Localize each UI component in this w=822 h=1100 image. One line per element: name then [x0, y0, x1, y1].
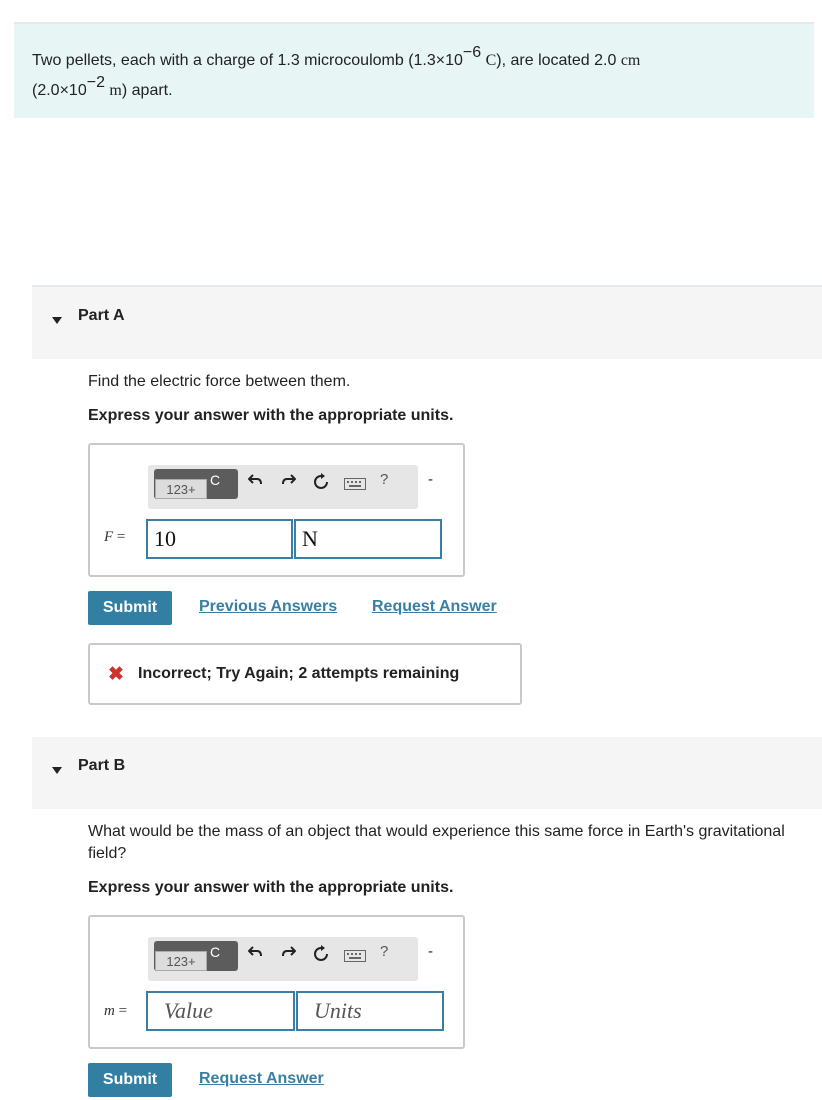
feedback-message: Incorrect; Try Again; 2 attempts remaining	[138, 665, 460, 682]
problem-text	[32, 43, 792, 106]
reset-icon[interactable]	[312, 945, 330, 967]
problem-text-part: (2.0×10	[32, 82, 87, 99]
equals-sign: =	[116, 529, 126, 545]
request-answer-link-a[interactable]: Request Answer	[372, 598, 497, 615]
math-toolbar	[148, 465, 433, 509]
templates-button[interactable]	[154, 941, 238, 971]
feedback-box	[88, 643, 522, 705]
part-a-question: Find the electric force between them.	[88, 373, 351, 390]
keyboard-icon[interactable]	[344, 949, 366, 966]
undo-icon[interactable]	[248, 473, 262, 491]
value-input[interactable]: Value	[146, 991, 295, 1031]
problem-text-part: Two pellets, each with a charge of 1.3 microcoulomb (1.3×10	[32, 52, 463, 69]
more-button[interactable]: -	[428, 943, 433, 960]
unit-m: m	[109, 82, 122, 99]
math-toolbar	[148, 937, 433, 981]
part-a-instruction: Express your answer with the appropriate units.	[88, 407, 454, 424]
value-input[interactable]: 10	[146, 519, 293, 559]
caret-down-icon	[52, 317, 62, 324]
part-b-question: What would be the mass of an object that would experience this same force in Earth's gravitational field?	[88, 823, 785, 862]
templates-button-caption: C	[210, 472, 221, 488]
keyboard-icon[interactable]	[344, 477, 366, 494]
variable-label	[104, 1003, 127, 1020]
exponent: −6	[462, 43, 482, 61]
caret-down-icon	[52, 767, 62, 774]
part-b-answer-box	[88, 915, 465, 1049]
templates-button[interactable]	[154, 469, 238, 499]
help-icon[interactable]: ?	[380, 471, 389, 488]
help-icon[interactable]: ?	[380, 943, 389, 960]
exponent: −2	[86, 73, 105, 91]
previous-answers-link[interactable]: Previous Answers	[199, 598, 338, 615]
request-answer-link-b[interactable]: Request Answer	[199, 1070, 324, 1087]
more-button[interactable]: -	[428, 471, 433, 488]
variable-label	[104, 529, 125, 546]
part-b-label: Part B	[78, 757, 126, 774]
part-b-header[interactable]	[32, 737, 822, 809]
part-a-answer-box	[88, 443, 465, 577]
part-b-instruction: Express your answer with the appropriate units.	[88, 879, 454, 896]
submit-button-a[interactable]: Submit	[88, 591, 172, 625]
undo-icon[interactable]	[248, 945, 262, 963]
part-a-header[interactable]	[32, 285, 822, 359]
equals-sign: =	[118, 1003, 128, 1019]
unit-cm: cm	[620, 52, 641, 69]
part-a-label: Part A	[78, 307, 125, 324]
reset-icon[interactable]	[312, 473, 330, 495]
templates-button-label: 123+	[155, 479, 207, 499]
redo-icon[interactable]	[282, 473, 296, 491]
templates-button-caption: C	[210, 944, 221, 960]
variable-symbol: m	[104, 1003, 115, 1019]
problem-statement	[14, 22, 814, 118]
units-input[interactable]: N	[294, 519, 442, 559]
templates-button-label: 123+	[155, 951, 207, 971]
unit-coulomb: C	[485, 52, 497, 69]
variable-symbol: F	[104, 529, 114, 545]
problem-text-part: ) apart.	[121, 82, 173, 99]
problem-text-part: ), are located 2.0	[496, 52, 617, 69]
units-input[interactable]: Units	[296, 991, 444, 1031]
submit-button-b[interactable]: Submit	[88, 1063, 172, 1097]
redo-icon[interactable]	[282, 945, 296, 963]
incorrect-icon: ✖	[108, 664, 124, 685]
